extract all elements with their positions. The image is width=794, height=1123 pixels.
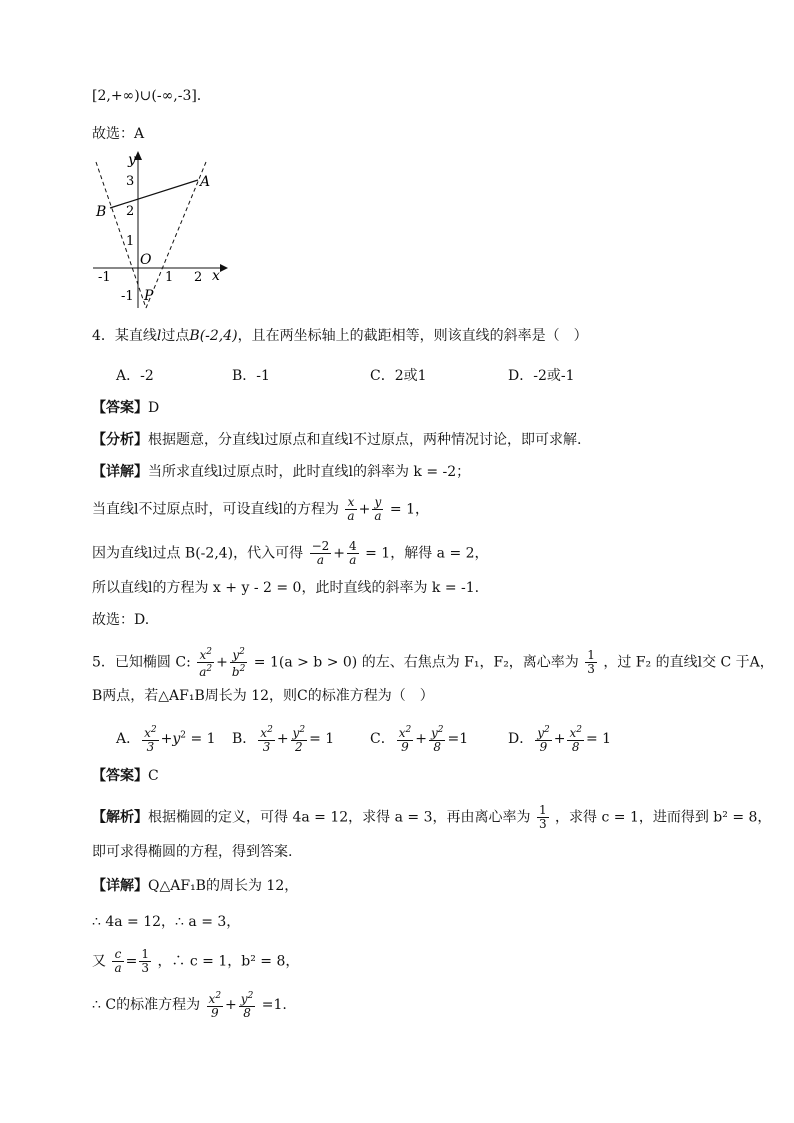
label-a: A bbox=[200, 174, 211, 190]
q5-option-c: C． $\frac{x^2}{9}$ + $\frac{y^2}{8}$ =1 bbox=[370, 725, 469, 754]
q4-answer: 【答案】D bbox=[92, 400, 160, 416]
q5-detail-2: ∴ 4a = 12，∴ a = 3， bbox=[92, 914, 241, 930]
q5-analysis-2: 即可求得椭圆的方程，得到答案. bbox=[92, 844, 293, 860]
label-b: B bbox=[96, 204, 107, 220]
q4-detail-1: 【详解】当所求直线l过原点时，此时直线l的斜率为 k = -2； bbox=[92, 464, 471, 480]
q4-option-b: B．-1 bbox=[232, 368, 270, 384]
x-axis-arrow-icon bbox=[220, 264, 228, 272]
label-p: P bbox=[144, 288, 154, 304]
tick-x2: 2 bbox=[194, 270, 203, 285]
q5-answer: 【答案】C bbox=[92, 768, 159, 784]
q4-option-c: C．2或1 bbox=[370, 368, 427, 384]
q5-option-b: B． $\frac{x^2}{3}$ + $\frac{y^2}{2}$ = 1 bbox=[232, 725, 335, 754]
q4-detail-4: 所以直线l的方程为 x + y - 2 = 0，此时直线的斜率为 k = -1. bbox=[92, 580, 480, 596]
tick-y1: 1 bbox=[126, 234, 135, 249]
segment-ab bbox=[110, 180, 198, 208]
answer-set-line: [2,+∞)∪(-∞,-3]. bbox=[92, 88, 202, 104]
q4-option-a: A．-2 bbox=[116, 368, 154, 384]
tick-y3: 3 bbox=[126, 174, 135, 189]
coordinate-graph bbox=[88, 150, 228, 315]
q5-option-a: A． $\frac{x^2}{3}$ $+y^2 = 1$ bbox=[116, 725, 216, 754]
tick-x1: 1 bbox=[165, 270, 174, 285]
q4-detail-2: 当直线l不过原点时，可设直线l的方程为 $\frac{x}{a}$ + $\frac{y}{a}$ = 1， bbox=[92, 495, 430, 523]
dashed-line-pa bbox=[146, 162, 206, 308]
label-origin: O bbox=[140, 252, 152, 268]
q4-analysis: 【分析】根据题意，分直线l过原点和直线l不过原点，两种情况讨论，即可求解. bbox=[92, 432, 582, 448]
q5-analysis-1: 【解析】根据椭圆的定义，可得 4a = 12，求得 a = 3，再由离心率为 $\frac{1}{3}$ ，求得 c = 1，进而得到 b² = 8， bbox=[92, 803, 772, 831]
q5-option-d: D． $\frac{y^2}{9}$ + $\frac{x^2}{8}$ = 1 bbox=[508, 725, 612, 754]
q5-stem-1: 5．已知椭圆 C: $\frac{x^2}{a^2}$ + $\frac{y^2}{b^2}$ = 1(a > b > 0) 的左、右焦点为 F₁，F₂，离心率为 $\frac{1}{3}$ ，过 F₂ 的直线l交 C 于A， bbox=[92, 647, 774, 679]
q4-choice: 故选：D. bbox=[92, 612, 150, 628]
q5-detail-4: ∴ C的标准方程为 $\frac{x^2}{9}$ + $\frac{y^2}{8}$ =1. bbox=[92, 991, 287, 1020]
label-x: x bbox=[212, 268, 220, 284]
q4-detail-3: 因为直线l过点 B(-2,4)，代入可得 $\frac{-2}{a}$ + $\frac{4}{a}$ = 1，解得 a = 2， bbox=[92, 539, 489, 567]
tick-y2: 2 bbox=[126, 204, 135, 219]
label-y: y bbox=[128, 152, 136, 168]
tick-xneg1: -1 bbox=[98, 270, 111, 285]
q3-choice: 故选：A bbox=[92, 126, 145, 142]
tick-yneg1: -1 bbox=[121, 289, 134, 304]
q5-stem-2: B两点，若△AF₁B周长为 12，则C的标准方程为（ ） bbox=[92, 688, 434, 704]
q5-detail-3: 又 $\frac{c}{a}$ = $\frac{1}{3}$ ，∴ c = 1，b² = 8， bbox=[92, 947, 300, 975]
q5-detail-1: 【详解】Q△AF₁B的周长为 12， bbox=[92, 878, 299, 894]
q4-option-d: D．-2或-1 bbox=[508, 368, 575, 384]
q4-stem: 4．某直线l过点B(-2,4)，且在两坐标轴上的截距相等，则该直线的斜率是（ ） bbox=[92, 328, 588, 344]
